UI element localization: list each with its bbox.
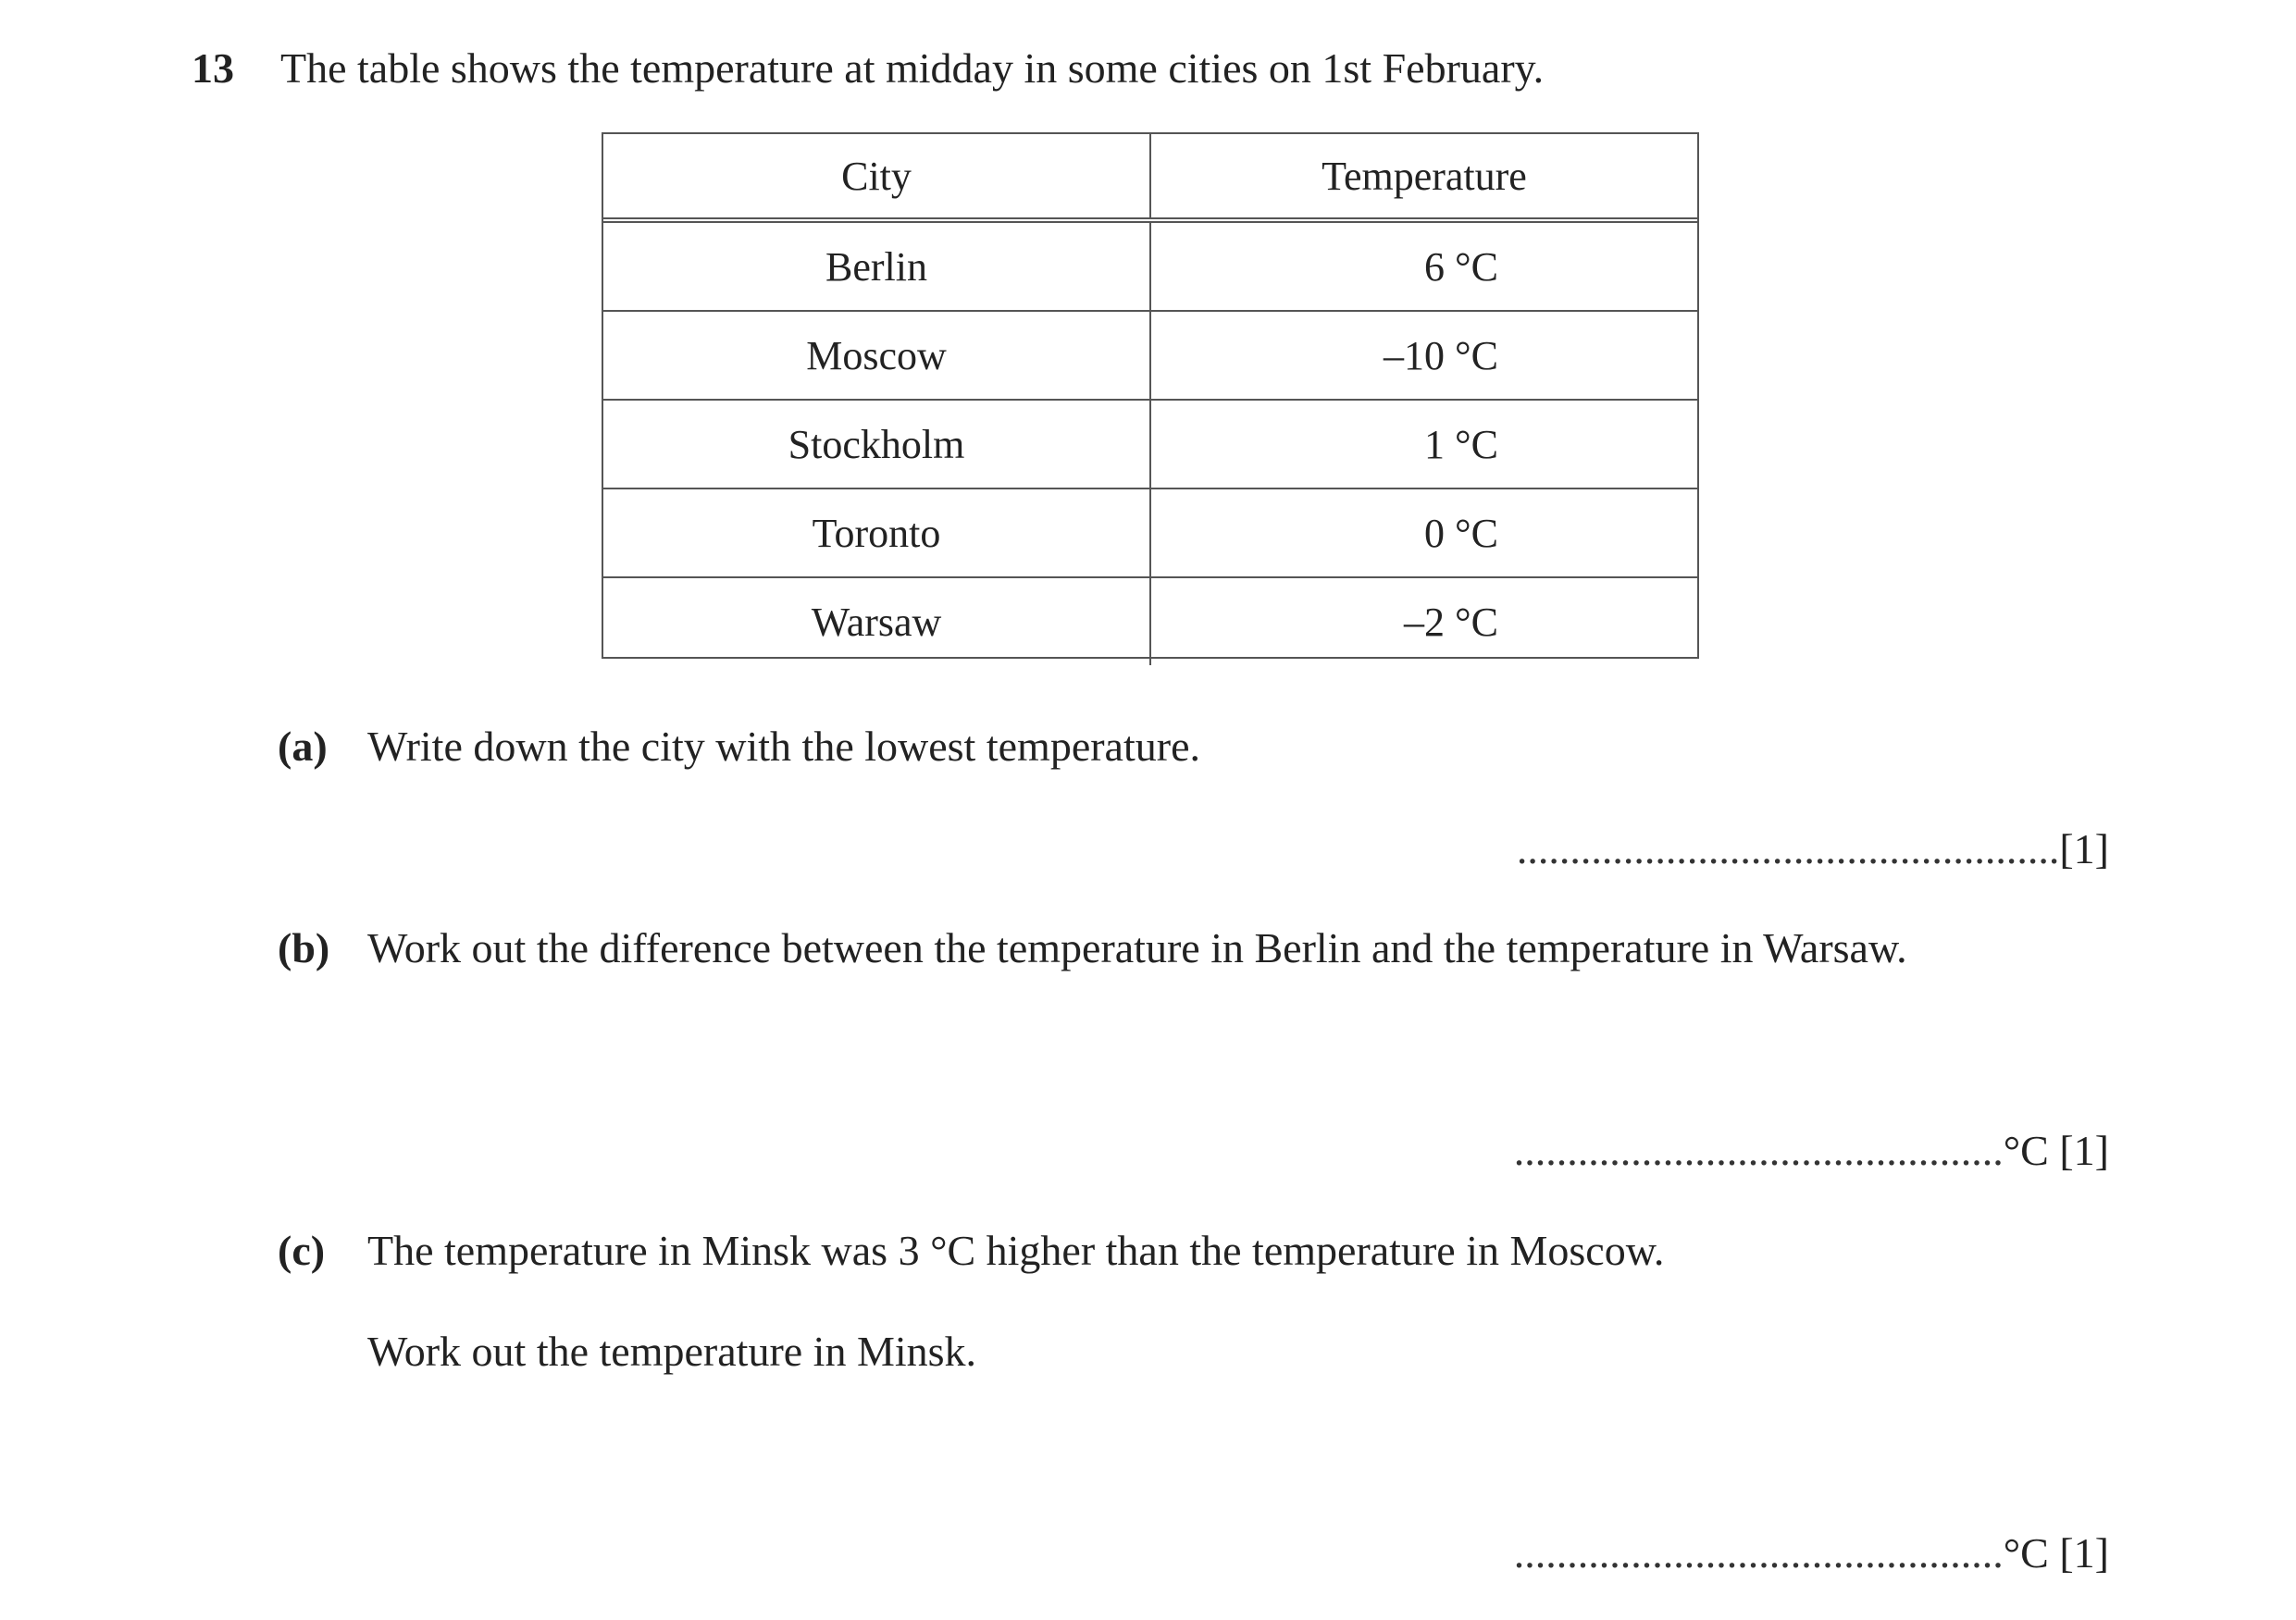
temperature-value: 6 °C: [1424, 243, 1498, 290]
temperature-cell: [1150, 577, 1697, 665]
part-b-answer-line[interactable]: [1514, 1123, 2109, 1179]
answer-dots: ..............................................: [1513, 1127, 2004, 1174]
part-b-question: Work out the difference between the temperature in Berlin and the temperature in Warsaw.: [367, 924, 1907, 971]
table-row: [603, 400, 1697, 488]
temperature-value: –10 °C: [1384, 332, 1498, 378]
part-a-label: (a): [278, 723, 328, 770]
temperature-value: 0 °C: [1424, 510, 1498, 556]
table-row: [603, 311, 1697, 400]
temperature-table: [602, 132, 1699, 659]
table-row: [603, 577, 1697, 665]
temperature-cell: [1150, 220, 1697, 311]
answer-dots: ..............................................: [1513, 1529, 2004, 1577]
temperature-value: –2 °C: [1404, 599, 1498, 645]
part-b-label: (b): [278, 924, 330, 971]
city-cell: Moscow: [603, 311, 1150, 400]
city-cell: Toronto: [603, 488, 1150, 577]
city-cell: Berlin: [603, 220, 1150, 311]
part-c-answer-line[interactable]: [1514, 1526, 2109, 1581]
temperature-cell: [1150, 311, 1697, 400]
city-cell: Stockholm: [603, 400, 1150, 488]
answer-dots: ...................................................: [1516, 825, 2060, 872]
table-row: [603, 220, 1697, 311]
temperature-cell: [1150, 488, 1697, 577]
unit-marks-label: °C [1]: [2003, 1127, 2109, 1174]
header-city: City: [603, 134, 1150, 220]
header-temperature: Temperature: [1150, 134, 1697, 220]
unit-marks-label: °C [1]: [2003, 1529, 2109, 1577]
table-header-row: [603, 134, 1697, 220]
temperature-value: 1 °C: [1424, 421, 1498, 467]
part-a-question: Write down the city with the lowest temperature.: [367, 723, 1200, 770]
part-c-label: (c): [278, 1227, 326, 1274]
part-c-instruction: Work out the temperature in Minsk.: [367, 1328, 977, 1375]
marks-label: [1]: [2059, 825, 2109, 872]
city-cell: Warsaw: [603, 577, 1150, 665]
temperature-cell: [1150, 400, 1697, 488]
question-stem: The table shows the temperature at midday in some cities on 1st February.: [280, 44, 1545, 92]
part-c-question: The temperature in Minsk was 3 °C higher than the temperature in Moscow.: [367, 1227, 1665, 1274]
question-number: 13: [192, 44, 234, 92]
table-row: [603, 488, 1697, 577]
part-a-answer-line[interactable]: [1517, 822, 2109, 877]
